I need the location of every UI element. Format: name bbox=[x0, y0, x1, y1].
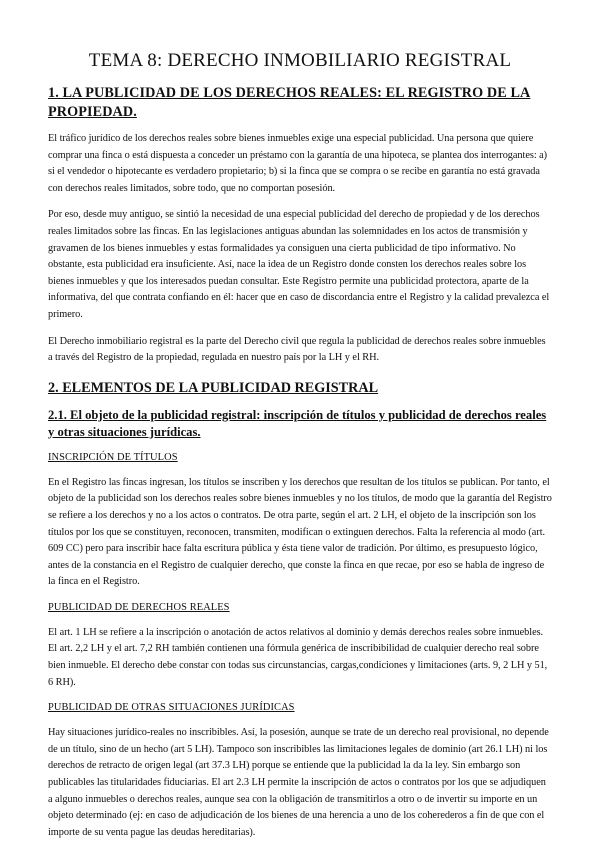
section-1-paragraph: El tráfico jurídico de los derechos reales sobre bienes inmuebles exige una especial publicidad. Una persona que quiere comprar una finca o está dispuesta a conceder un préstamo con la garantía de una hipoteca, se plantea dos interrogantes: a) si el vendedor o hipotecante es verdadero propietario; b) si la finca que se compra o se recibe en garantía no está gravada con derechos reales limitados, sobre todo, que no comportan posesión. bbox=[48, 133, 548, 194]
part-heading-publicidad-derechos-reales: PUBLICIDAD DE DERECHOS REALES bbox=[48, 601, 230, 613]
part-paragraph: Hay situaciones jurídico-reales no inscribibles. Así, la posesión, aunque se trate de un derecho real provisional, no depende de un título, sino de un hecho (art 5 LH). Tampoco son inscribibles las limitaciones legales de dominio (art 26.1 LH) ni los derechos de retracto de origen legal (art 37.3 LH) porque se entiende que la publicidad la da la ley. Sin embargo son publicables las titularidades fiduciarias. El art 2.3 LH permite la inscripción de actos o contratos por los que se adjudiquen a alguno inmuebles o derechos reales, aunque sea con la obligación de transmitirlos a otro o de invertir su importe en un objeto determinado (ej: en caso de adjudicación de los bienes de una herencia a uno de los coherederos a fin de que con el importe de su venta pague las deudas hereditarias). bbox=[48, 727, 549, 838]
section-1-heading: 1. LA PUBLICIDAD DE LOS DERECHOS REALES: EL REGISTRO DE LA PROPIEDAD. bbox=[48, 85, 531, 120]
part-paragraph: El art. 1 LH se refiere a la inscripción o anotación de actos relativos al dominio y demás derechos reales sobre inmuebles. El art. 2,2 LH y el art. 7,2 RH también contienen una fórmula genérica de inscribibilidad de cualquier derecho real sobre bien inmueble. El derecho debe constar con todas sus circunstancias, cargas,condiciones y limitaciones (arts. 9, 2 LH y 51, 6 RH). bbox=[48, 626, 548, 688]
document-page bbox=[48, 0, 552, 841]
section-2-heading: 2. ELEMENTOS DE LA PUBLICIDAD REGISTRAL bbox=[48, 379, 379, 396]
subsection-2-1-heading: 2.1. El objeto de la publicidad registral: inscripción de títulos y publicidad de derechos reales y otras situaciones jurídicas. bbox=[48, 407, 547, 439]
section-1-paragraph: Por eso, desde muy antiguo, se sintió la necesidad de una especial publicidad del derecho de propiedad y de los derechos reales limitados sobre las fincas. En las legislaciones antiguas abundan las solemnidades en los actos de transmisión y gravamen de los bienes inmuebles y estas formalidades ya consiguen una cierta publicidad de tipo informativo. No obstante, esta publicidad era insuficiente. Así, nace la idea de un Registro donde consten los derechos reales sobre los bienes inmuebles y que los interesados puedan consultar. Este Registro permite una publicidad protectora, aparte de la informativa, del que contrata confiando en él: hacer que en caso de discordancia entre el Registro y la calidad prevalezca el primero. bbox=[48, 209, 550, 320]
section-1-paragraph: El Derecho inmobiliario registral es la parte del Derecho civil que regula la publicidad de derechos reales sobre inmuebles a través del Registro de la propiedad, regulada en nuestro país por la LH y el RH. bbox=[48, 335, 546, 364]
part-paragraph: En el Registro las fincas ingresan, los títulos se inscriben y los derechos que resultan de los títulos se publican. Por tanto, el objeto de la publicidad son los derechos reales sobre bienes inmuebles y no los títulos, de modo que la garantía del Registro se refiere a los derechos y no a los actos o contratos. De otra parte, según el art. 2 LH, el objeto de la inscripción son los títulos por los que se constituyen, reconocen, transmiten, modifican o extinguen derechos. Falta la referencia al modo (art. 609 CC) pero para inscribir hace falta escritura pública y ésta tiene valor de tradición. Por último, es presupuesto lógico, antes de la constancia en el Registro de cualquier derecho, que conste la finca en que recae, por eso se habla de ingreso de la finca en el Registro. bbox=[48, 476, 552, 588]
part-heading-inscripcion-titulos: INSCRIPCIÓN DE TÍTULOS bbox=[48, 451, 178, 463]
document-title: TEMA 8: DERECHO INMOBILIARIO REGISTRAL bbox=[88, 50, 512, 71]
part-heading-otras-situaciones: PUBLICIDAD DE OTRAS SITUACIONES JURÍDICAS bbox=[48, 702, 295, 714]
